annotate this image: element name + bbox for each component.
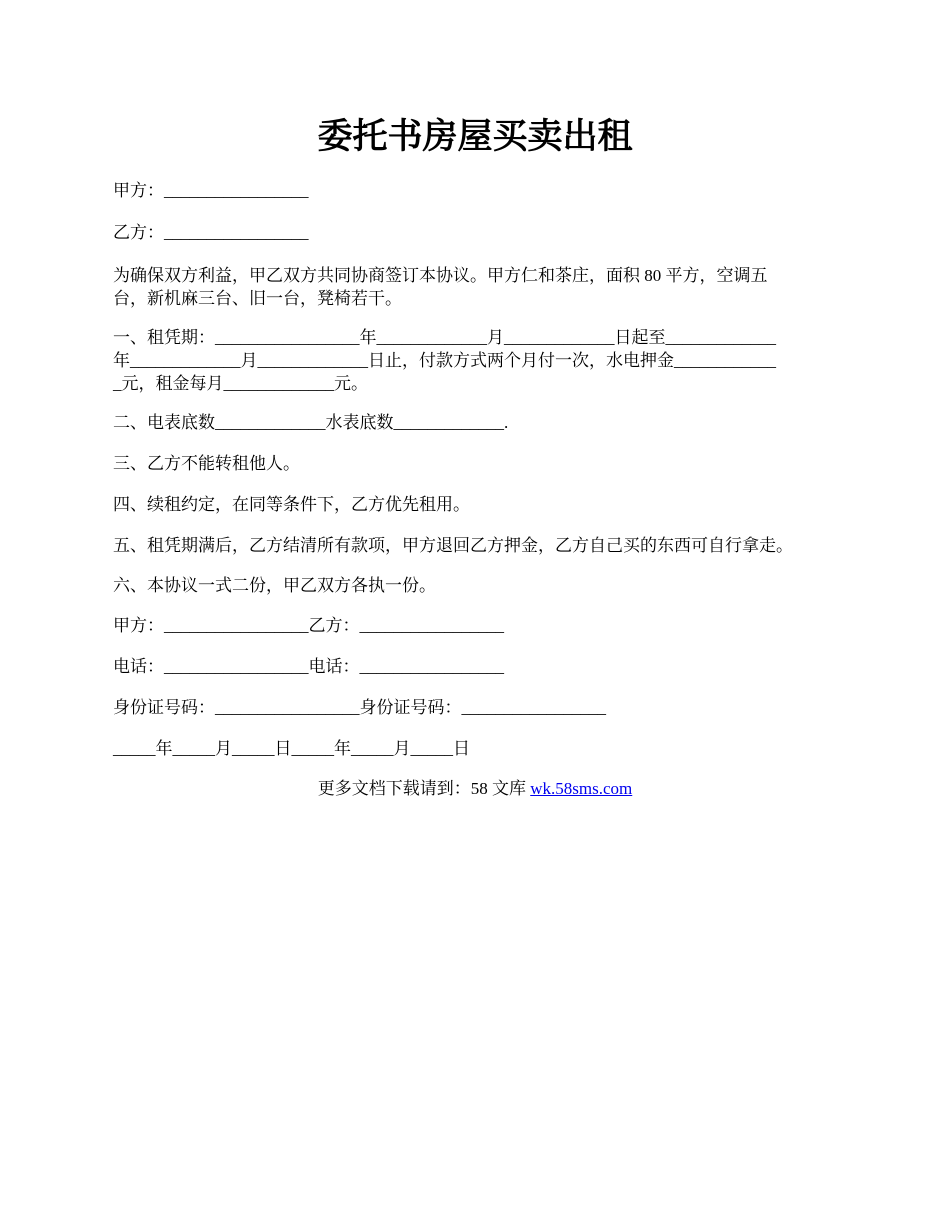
clause-4: 四、续租约定，在同等条件下，乙方优先租用。 bbox=[113, 495, 470, 514]
clause-5: 五、租凭期满后，乙方结清所有款项，甲方退回乙方押金，乙方自己买的东西可自行拿走。 bbox=[113, 536, 793, 555]
intro-line-1: 为确保双方利益，甲乙双方共同协商签订本协议。甲方仁和茶庄，面积 80 平方，空调五 bbox=[113, 266, 768, 285]
document-title: 委托书房屋买卖出租 bbox=[317, 116, 633, 157]
clause-3: 三、乙方不能转租他人。 bbox=[113, 454, 300, 473]
footer-text: 更多文档下载请到：58 文库 bbox=[317, 779, 531, 798]
footer-link[interactable]: wk.58sms.com bbox=[530, 779, 633, 798]
signature-parties: 甲方：_________________乙方：_________________ bbox=[113, 616, 504, 635]
clause-1-line-3: _元，租金每月_____________元。 bbox=[113, 374, 368, 393]
footer bbox=[0, 777, 950, 801]
party-b-line: 乙方：_________________ bbox=[113, 223, 309, 242]
intro-line-2: 台，新机麻三台、旧一台，凳椅若干。 bbox=[113, 289, 402, 308]
signature-phones: 电话：_________________电话：_________________ bbox=[113, 657, 504, 676]
clause-2: 二、电表底数_____________水表底数_____________. bbox=[113, 413, 509, 432]
clause-6: 六、本协议一式二份，甲乙双方各执一份。 bbox=[113, 576, 436, 595]
signature-id-numbers: 身份证号码：_________________身份证号码：_________________ bbox=[113, 698, 606, 717]
clause-1-line-1: 一、租凭期：_________________年_____________月_____________日起至_____________ bbox=[113, 328, 776, 347]
signature-dates: _____年_____月_____日_____年_____月_____日 bbox=[113, 739, 470, 758]
party-a-line: 甲方：_________________ bbox=[113, 181, 309, 200]
clause-1-line-2: 年_____________月_____________日止，付款方式两个月付一次，水电押金____________ bbox=[113, 351, 776, 370]
